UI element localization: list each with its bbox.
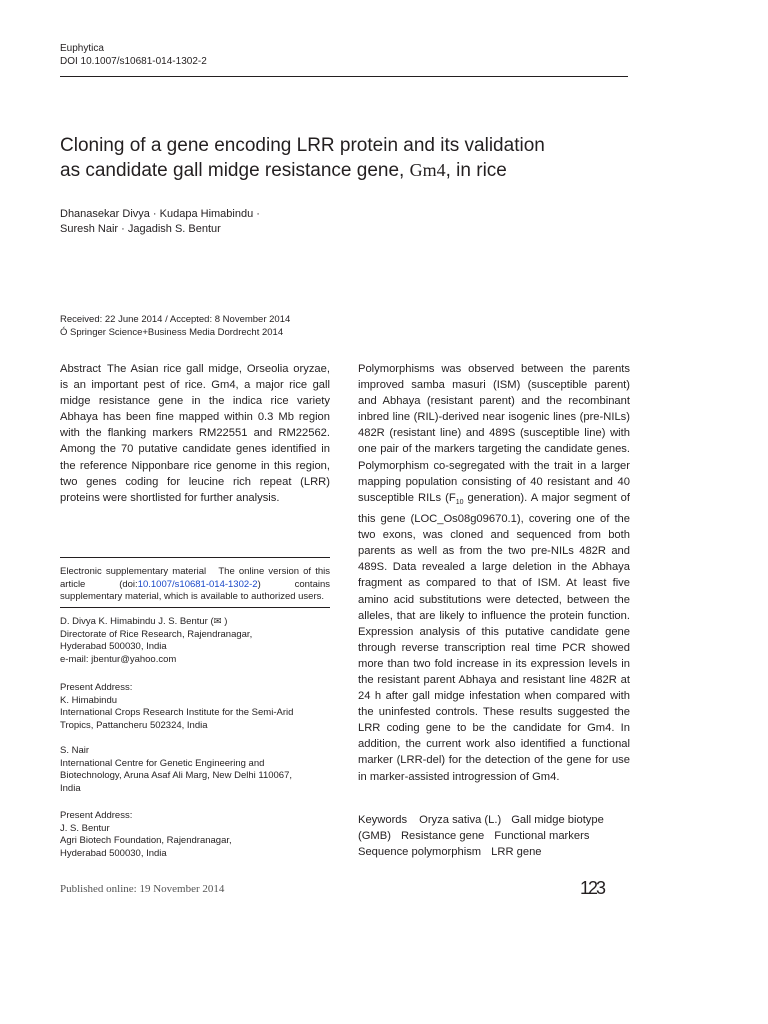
authors-line-1: Dhanasekar Divya · Kudapa Himabindu · (60, 208, 260, 220)
affiliation-bentur (60, 810, 335, 860)
affiliation-address-line: India (60, 782, 81, 794)
keyword: Gall midge biotype (GMB) (358, 814, 604, 843)
affiliation-address-line: International Centre for Genetic Engineering and (60, 757, 265, 769)
affiliation-name: K. Himabindu (60, 694, 118, 706)
keywords-section (358, 812, 633, 860)
keyword: Sequence polymorphism (358, 846, 482, 859)
abstract-body-part-1: Polymorphisms was observed between the parents improved samba masuri (ISM) (susceptible parent) and Abhaya (resistant parent) and the recombinant inbred line (RIL)-derived near isogenic lines (pre-NILs) 482R (resistant line) and 489S (susceptible line) with one pair of the markers targeting the candidate genes. Polymorphism co-segregated with the trait in a larger mapping population consisting of 40 resistant and 40 susceptible RILs (F (358, 363, 630, 504)
esm-lead: Electronic supplementary material (60, 566, 207, 577)
keyword: Functional markers (494, 830, 590, 843)
abstract-body-part-2: generation). A major segment of this gene (LOC_Os08g09670.1), covering one of the two exons, was cloned and sequenced from both parents as well as from the two pre-NILs 482R and 489S. Data revealed a large deletion in the Abhaya fragment as compared to that of ISM. At least five amino acid substitutions were detected, between the alleles, that are likely to influence the protein function. Expression analysis of this putative candidate gene through reverse transcription real time PCR showed more than two fold increase in its expression levels in the resistant parent Abhaya and resistant line 482R at 24 h after gall midge infestation when compared with the uninfested controls. These results suggested the LRR coding gene to be the candidate for Gm4. In addition, the current work also identified a functional marker (LRR-del) for the detection of the gene for use in marker-assisted introgression of Gm4. (358, 491, 631, 783)
journal-name: Euphytica (60, 43, 104, 54)
supplementary-note (60, 566, 330, 604)
affiliation-address-line: Hyderabad 500030, India (60, 847, 167, 859)
title-line-2-text: as candidate gall midge resistance gene, (60, 160, 405, 181)
author-list (60, 207, 260, 237)
affiliation-name: S. Nair (60, 745, 90, 756)
received-accepted-dates: Received: 22 June 2014 / Accepted: 8 November 2014 (60, 314, 291, 325)
abstract-heading: Abstract (60, 363, 102, 375)
esm-divider (60, 557, 330, 558)
keyword: Resistance gene (400, 830, 485, 843)
title-gene-name: Gm4 (409, 160, 446, 180)
affiliation-address-line: International Crops Research Institute for the Semi-Arid (60, 707, 294, 718)
affiliation-names: D. Divya K. Himabindu J. S. Bentur (✉ ) (60, 616, 228, 627)
article-doi: DOI 10.1007/s10681-014-1302-2 (60, 56, 207, 67)
esm-text-end: ) contains supplementary material, which is available to authorized users. (60, 578, 330, 602)
affiliation-address-line: Hyderabad 500030, India (60, 641, 167, 652)
authors-line-2: Suresh Nair · Jagadish S. Bentur (60, 223, 221, 235)
affiliation-nair (60, 745, 335, 795)
copyright-line: Ó Springer Science+Business Media Dordrecht 2014 (60, 327, 284, 338)
keywords-heading: Keywords (358, 814, 408, 826)
affiliation-address-line: Directorate of Rice Research, Rajendranagar, (60, 628, 253, 640)
article-title (60, 133, 660, 183)
header-divider (60, 76, 628, 77)
affiliation-name: J. S. Bentur (60, 822, 110, 834)
affiliation-divider (60, 607, 330, 608)
affiliation-divya (60, 616, 335, 666)
affiliation-address-line: Biotechnology, Aruna Asaf Ali Marg, New Delhi 110067, (60, 770, 293, 781)
abstract-section (60, 361, 330, 506)
generation-subscript: 10 (455, 498, 464, 506)
esm-text-start: The online version of this article (doi: (60, 566, 331, 590)
title-line-2 (60, 158, 660, 183)
affiliation-address-line: Agri Biotech Foundation, Rajendranagar, (60, 835, 232, 846)
published-online-date: Published online: 19 November 2014 (60, 883, 225, 895)
present-address-label: Present Address: (60, 810, 133, 821)
springer-page-mark: 123 (580, 878, 605, 898)
title-line-1: Cloning of a gene encoding LRR protein and its validation (60, 135, 545, 156)
affiliation-himabindu (60, 682, 335, 732)
title-line-2-end: , in rice (445, 160, 507, 181)
corresponding-email[interactable]: e-mail: jbentur@yahoo.com (60, 653, 177, 665)
abstract-continuation (358, 361, 630, 785)
present-address-label: Present Address: (60, 682, 133, 693)
abstract-text: The Asian rice gall midge, Orseolia oryzae, is an important pest of rice. Gm4, a major rice gall midge resistance gene in the indica rice variety Abhaya has been fine mapped within 0.3 Mb region with the flanking markers RM22551 and RM22562. Among the 70 putative candidate genes identified in the reference Nipponbare rice genome in this region, two genes coding for leucine rich repeat (LRR) proteins were shortlisted for further analysis. (60, 363, 330, 504)
keyword: Oryza sativa (L.) (419, 814, 502, 826)
keyword: LRR gene (491, 846, 542, 859)
affiliation-address-line: Tropics, Pattancheru 502324, India (60, 719, 208, 731)
esm-doi-link[interactable]: 10.1007/s10681-014-1302-2 (137, 578, 258, 590)
